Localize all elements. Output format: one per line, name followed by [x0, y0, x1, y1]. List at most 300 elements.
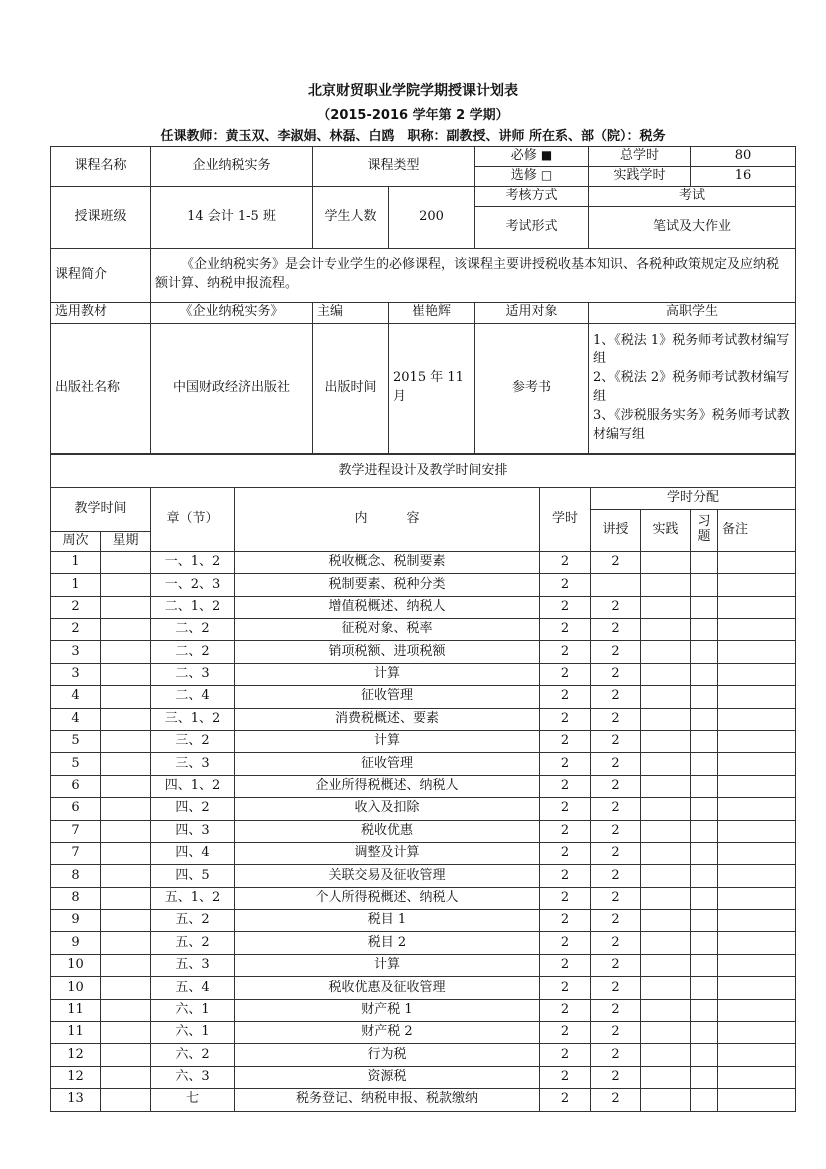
empty-cell: [691, 954, 718, 976]
empty-cell: [691, 977, 718, 999]
assessment-method: 考试: [589, 186, 796, 206]
course-name-label: 课程名称: [51, 147, 151, 187]
row-chapter: 五、2: [151, 932, 235, 954]
total-hours: 80: [691, 147, 796, 167]
empty-cell: [691, 999, 718, 1021]
row-week: 10: [51, 954, 101, 976]
empty-cell: [718, 708, 796, 730]
row-hours: 2: [540, 1022, 591, 1044]
row-hours: 2: [540, 1044, 591, 1066]
row-chapter: 三、2: [151, 730, 235, 752]
exercise-header: 习题: [691, 510, 718, 552]
empty-cell: [101, 1022, 151, 1044]
row-lecture: 2: [591, 619, 641, 641]
empty-cell: [718, 1022, 796, 1044]
empty-cell: [691, 663, 718, 685]
empty-cell: [641, 753, 691, 775]
empty-cell: [718, 1044, 796, 1066]
empty-cell: [101, 775, 151, 797]
row-chapter: 四、2: [151, 798, 235, 820]
row-hours: 2: [540, 686, 591, 708]
row-content: 税务登记、纳税申报、税款缴纳: [235, 1089, 540, 1111]
row-chapter: 一、1、2: [151, 551, 235, 573]
row-lecture: 2: [591, 954, 641, 976]
row-week: 6: [51, 775, 101, 797]
empty-cell: [101, 842, 151, 864]
practice-hours-label: 实践学时: [589, 166, 691, 186]
empty-cell: [641, 932, 691, 954]
row-chapter: 二、3: [151, 663, 235, 685]
term-subtitle: （2015-2016 学年第 2 学期）: [317, 108, 509, 123]
row-content: 计算: [235, 954, 540, 976]
row-lecture: 2: [591, 977, 641, 999]
row-content: 计算: [235, 663, 540, 685]
row-content: 征收管理: [235, 686, 540, 708]
teaching-time-header: 教学时间: [51, 488, 151, 532]
row-week: 9: [51, 910, 101, 932]
empty-cell: [718, 887, 796, 909]
empty-cell: [691, 775, 718, 797]
empty-cell: [641, 954, 691, 976]
chapter-header: 章（节）: [151, 488, 235, 552]
student-count: 200: [389, 186, 475, 248]
row-content: 税收优惠: [235, 820, 540, 842]
row-lecture: 2: [591, 1022, 641, 1044]
exam-form: 笔试及大作业: [589, 206, 796, 248]
empty-cell: [101, 820, 151, 842]
ref-label: 参考书: [475, 323, 589, 453]
row-week: 12: [51, 1044, 101, 1066]
table-row: [51, 730, 796, 752]
unchecked-box-icon: □: [540, 167, 553, 182]
empty-cell: [101, 708, 151, 730]
empty-cell: [691, 887, 718, 909]
row-content: 税收概念、税制要素: [235, 551, 540, 573]
row-week: 10: [51, 977, 101, 999]
row-content: 征收管理: [235, 753, 540, 775]
course-type-label: 课程类型: [313, 147, 475, 187]
remark-header: 备注: [718, 510, 796, 552]
empty-cell: [101, 551, 151, 573]
empty-cell: [101, 1044, 151, 1066]
row-content: 税制要素、税种分类: [235, 574, 540, 596]
row-week: 5: [51, 753, 101, 775]
row-week: 12: [51, 1066, 101, 1088]
empty-cell: [641, 1089, 691, 1111]
table-row: [51, 887, 796, 909]
empty-cell: [101, 730, 151, 752]
row-lecture: [591, 574, 641, 596]
empty-cell: [641, 663, 691, 685]
audience: 高职学生: [589, 302, 796, 323]
row-chapter: 四、4: [151, 842, 235, 864]
empty-cell: [691, 551, 718, 573]
row-chapter: 六、2: [151, 1044, 235, 1066]
empty-cell: [718, 753, 796, 775]
table-row: [51, 708, 796, 730]
row-content: 增值税概述、纳税人: [235, 596, 540, 618]
empty-cell: [641, 596, 691, 618]
row-chapter: 五、2: [151, 910, 235, 932]
row-content: 征税对象、税率: [235, 619, 540, 641]
row-lecture: 2: [591, 820, 641, 842]
row-content: 税收优惠及征收管理: [235, 977, 540, 999]
table-row: [51, 775, 796, 797]
empty-cell: [641, 977, 691, 999]
empty-cell: [718, 798, 796, 820]
practice-hours: 16: [691, 166, 796, 186]
row-week: 11: [51, 999, 101, 1021]
row-content: 行为税: [235, 1044, 540, 1066]
empty-cell: [641, 708, 691, 730]
row-chapter: 六、3: [151, 1066, 235, 1088]
empty-cell: [101, 865, 151, 887]
empty-cell: [718, 1089, 796, 1111]
empty-cell: [641, 842, 691, 864]
total-hours-label: 总学时: [589, 147, 691, 167]
row-lecture: 2: [591, 663, 641, 685]
empty-cell: [641, 820, 691, 842]
schedule-rows: [51, 551, 796, 1111]
empty-cell: [718, 999, 796, 1021]
row-content: 税目 2: [235, 932, 540, 954]
week-header: 周次: [51, 532, 101, 552]
row-week: 11: [51, 1022, 101, 1044]
empty-cell: [718, 954, 796, 976]
teacher-line: 任课教师：黄玉双、李淑娟、林磊、白鸥 职称：副教授、讲师 所在系、部（院）：税务: [160, 129, 666, 144]
empty-cell: [641, 1022, 691, 1044]
empty-cell: [101, 1066, 151, 1088]
schedule-section-title: 教学进程设计及教学时间安排: [51, 455, 796, 488]
row-week: 1: [51, 551, 101, 573]
publisher: 中国财政经济出版社: [151, 323, 313, 453]
empty-cell: [691, 820, 718, 842]
row-chapter: 六、1: [151, 1022, 235, 1044]
row-hours: 2: [540, 730, 591, 752]
empty-cell: [718, 551, 796, 573]
elective-option: 选修 □: [475, 166, 589, 186]
empty-cell: [101, 753, 151, 775]
empty-cell: [718, 977, 796, 999]
row-content: 销项税额、进项税额: [235, 641, 540, 663]
student-count-label: 学生人数: [313, 186, 389, 248]
row-hours: 2: [540, 865, 591, 887]
pub-time: 2015 年 11 月: [389, 323, 475, 453]
row-week: 2: [51, 619, 101, 641]
empty-cell: [718, 932, 796, 954]
empty-cell: [101, 1089, 151, 1111]
content-header: 内 容: [235, 488, 540, 552]
row-lecture: 2: [591, 708, 641, 730]
row-lecture: 2: [591, 641, 641, 663]
table-row: [51, 1022, 796, 1044]
reference-book: 3、《涉税服务实务》税务师考试教材编写组: [593, 407, 790, 442]
row-hours: 2: [540, 775, 591, 797]
class-label: 授课班级: [51, 186, 151, 248]
page-title: 北京财贸职业学院学期授课计划表: [308, 83, 518, 99]
empty-cell: [691, 686, 718, 708]
row-chapter: 四、3: [151, 820, 235, 842]
empty-cell: [691, 865, 718, 887]
empty-cell: [641, 887, 691, 909]
row-hours: 2: [540, 932, 591, 954]
empty-cell: [718, 865, 796, 887]
row-chapter: 六、1: [151, 999, 235, 1021]
empty-cell: [101, 663, 151, 685]
row-hours: 2: [540, 1066, 591, 1088]
empty-cell: [101, 999, 151, 1021]
table-row: [51, 977, 796, 999]
row-content: 收入及扣除: [235, 798, 540, 820]
row-hours: 2: [540, 887, 591, 909]
table-row: [51, 663, 796, 685]
row-content: 企业所得税概述、纳税人: [235, 775, 540, 797]
row-week: 9: [51, 932, 101, 954]
empty-cell: [718, 775, 796, 797]
row-week: 1: [51, 574, 101, 596]
empty-cell: [641, 730, 691, 752]
row-hours: 2: [540, 820, 591, 842]
empty-cell: [718, 730, 796, 752]
table-row: [51, 798, 796, 820]
row-chapter: 二、2: [151, 619, 235, 641]
row-week: 7: [51, 820, 101, 842]
row-lecture: 2: [591, 1066, 641, 1088]
row-lecture: 2: [591, 686, 641, 708]
empty-cell: [691, 730, 718, 752]
row-lecture: 2: [591, 932, 641, 954]
empty-cell: [691, 1044, 718, 1066]
checked-box-icon: ■: [540, 148, 553, 162]
empty-cell: [101, 641, 151, 663]
row-content: 财产税 2: [235, 1022, 540, 1044]
empty-cell: [641, 574, 691, 596]
row-lecture: 2: [591, 887, 641, 909]
textbook: 《企业纳税实务》: [151, 302, 313, 323]
row-hours: 2: [540, 596, 591, 618]
row-content: 关联交易及征收管理: [235, 865, 540, 887]
row-hours: 2: [540, 999, 591, 1021]
audience-label: 适用对象: [475, 302, 589, 323]
empty-cell: [101, 977, 151, 999]
row-hours: 2: [540, 708, 591, 730]
pub-time-label: 出版时间: [313, 323, 389, 453]
empty-cell: [101, 686, 151, 708]
table-row: [51, 574, 796, 596]
row-lecture: 2: [591, 798, 641, 820]
empty-cell: [718, 663, 796, 685]
empty-cell: [691, 910, 718, 932]
empty-cell: [101, 619, 151, 641]
class-value: 14 会计 1-5 班: [151, 186, 313, 248]
table-row: [51, 551, 796, 573]
row-hours: 2: [540, 954, 591, 976]
practice-header: 实践: [641, 510, 691, 552]
row-week: 7: [51, 842, 101, 864]
empty-cell: [718, 641, 796, 663]
row-chapter: 五、1、2: [151, 887, 235, 909]
row-week: 13: [51, 1089, 101, 1111]
reference-books: [589, 323, 796, 453]
row-lecture: 2: [591, 596, 641, 618]
row-content: 财产税 1: [235, 999, 540, 1021]
empty-cell: [641, 551, 691, 573]
empty-cell: [718, 596, 796, 618]
empty-cell: [641, 619, 691, 641]
row-chapter: 五、4: [151, 977, 235, 999]
empty-cell: [691, 574, 718, 596]
row-week: 5: [51, 730, 101, 752]
row-hours: 2: [540, 753, 591, 775]
schedule-table: [50, 454, 796, 1112]
row-content: 调整及计算: [235, 842, 540, 864]
hours-header: 学时: [540, 488, 591, 552]
assessment-method-label: 考核方式: [475, 186, 589, 206]
weekday-header: 星期: [101, 532, 151, 552]
empty-cell: [101, 887, 151, 909]
row-chapter: 五、3: [151, 954, 235, 976]
table-row: [51, 910, 796, 932]
row-week: 4: [51, 708, 101, 730]
empty-cell: [718, 686, 796, 708]
empty-cell: [691, 1089, 718, 1111]
empty-cell: [641, 910, 691, 932]
row-week: 8: [51, 865, 101, 887]
empty-cell: [691, 753, 718, 775]
empty-cell: [691, 842, 718, 864]
empty-cell: [691, 1022, 718, 1044]
course-intro: 《企业纳税实务》是会计专业学生的必修课程，该课程主要讲授税收基本知识、各税种政策规定及应纳税额计算、纳税申报流程。: [151, 248, 796, 302]
empty-cell: [691, 641, 718, 663]
row-hours: 2: [540, 574, 591, 596]
row-lecture: 2: [591, 551, 641, 573]
row-hours: 2: [540, 641, 591, 663]
empty-cell: [101, 954, 151, 976]
empty-cell: [641, 1066, 691, 1088]
row-chapter: 四、1、2: [151, 775, 235, 797]
row-lecture: 2: [591, 1044, 641, 1066]
row-lecture: 2: [591, 730, 641, 752]
exam-form-label: 考试形式: [475, 206, 589, 248]
empty-cell: [691, 708, 718, 730]
empty-cell: [718, 820, 796, 842]
row-lecture: 2: [591, 842, 641, 864]
empty-cell: [718, 910, 796, 932]
row-week: 3: [51, 641, 101, 663]
empty-cell: [641, 798, 691, 820]
row-chapter: 四、5: [151, 865, 235, 887]
table-row: [51, 641, 796, 663]
table-row: [51, 1066, 796, 1088]
table-row: [51, 753, 796, 775]
row-week: 4: [51, 686, 101, 708]
empty-cell: [718, 842, 796, 864]
empty-cell: [691, 619, 718, 641]
row-hours: 2: [540, 977, 591, 999]
table-row: [51, 619, 796, 641]
empty-cell: [641, 999, 691, 1021]
table-row: [51, 686, 796, 708]
row-lecture: 2: [591, 1089, 641, 1111]
empty-cell: [691, 798, 718, 820]
row-week: 2: [51, 596, 101, 618]
empty-cell: [641, 865, 691, 887]
table-row: [51, 1089, 796, 1111]
empty-cell: [718, 574, 796, 596]
row-chapter: 七: [151, 1089, 235, 1111]
empty-cell: [641, 641, 691, 663]
empty-cell: [101, 596, 151, 618]
empty-cell: [101, 932, 151, 954]
row-chapter: 三、1、2: [151, 708, 235, 730]
row-chapter: 二、4: [151, 686, 235, 708]
publisher-label: 出版社名称: [51, 323, 151, 453]
textbook-label: 选用教材: [51, 302, 151, 323]
table-row: [51, 596, 796, 618]
empty-cell: [641, 1044, 691, 1066]
required-option: 必修 ■: [475, 147, 589, 167]
empty-cell: [101, 574, 151, 596]
row-content: 资源税: [235, 1066, 540, 1088]
reference-book: 1、《税法 1》税务师考试教材编写组: [593, 332, 790, 367]
table-row: [51, 932, 796, 954]
table-row: [51, 999, 796, 1021]
empty-cell: [641, 686, 691, 708]
row-content: 计算: [235, 730, 540, 752]
row-chapter: 一、2、3: [151, 574, 235, 596]
empty-cell: [101, 798, 151, 820]
row-week: 8: [51, 887, 101, 909]
reference-book: 2、《税法 2》税务师考试教材编写组: [593, 370, 790, 405]
empty-cell: [691, 932, 718, 954]
empty-cell: [691, 1066, 718, 1088]
course-name: 企业纳税实务: [151, 147, 313, 187]
empty-cell: [101, 910, 151, 932]
course-info-table: [50, 146, 796, 454]
row-lecture: 2: [591, 775, 641, 797]
row-hours: 2: [540, 842, 591, 864]
row-week: 6: [51, 798, 101, 820]
row-hours: 2: [540, 798, 591, 820]
empty-cell: [718, 619, 796, 641]
row-hours: 2: [540, 910, 591, 932]
row-week: 3: [51, 663, 101, 685]
table-row: [51, 842, 796, 864]
row-hours: 2: [540, 1089, 591, 1111]
row-chapter: 二、1、2: [151, 596, 235, 618]
table-row: [51, 1044, 796, 1066]
row-hours: 2: [540, 663, 591, 685]
editor: 崔艳辉: [389, 302, 475, 323]
row-lecture: 2: [591, 999, 641, 1021]
table-row: [51, 954, 796, 976]
allocation-header: 学时分配: [591, 488, 796, 510]
row-chapter: 二、2: [151, 641, 235, 663]
empty-cell: [691, 596, 718, 618]
empty-cell: [641, 775, 691, 797]
row-content: 个人所得税概述、纳税人: [235, 887, 540, 909]
lecture-header: 讲授: [591, 510, 641, 552]
row-hours: 2: [540, 619, 591, 641]
row-lecture: 2: [591, 910, 641, 932]
table-row: [51, 820, 796, 842]
row-content: 税目 1: [235, 910, 540, 932]
empty-cell: [718, 1066, 796, 1088]
row-chapter: 三、3: [151, 753, 235, 775]
row-lecture: 2: [591, 865, 641, 887]
table-row: [51, 865, 796, 887]
row-content: 消费税概述、要素: [235, 708, 540, 730]
